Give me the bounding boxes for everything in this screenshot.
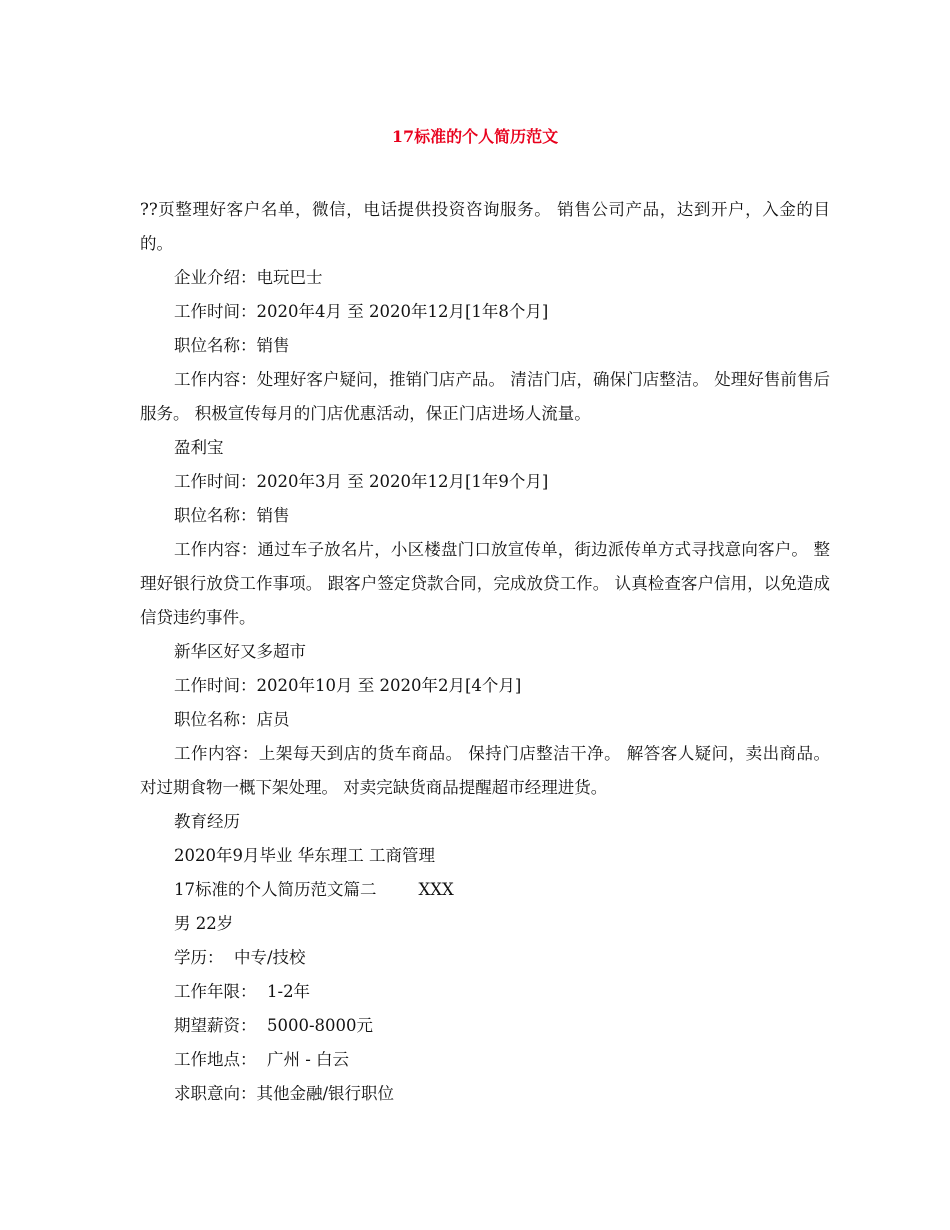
paragraph-education-level: 学历： 中专/技校 — [174, 948, 306, 967]
paragraph-duties-3: 工作内容：上架每天到店的货车商品。 保持门店整洁干净。 解答客人疑问，卖出商品。 对过期食物一概下架处理。 对卖完缺货商品提醒超市经理进货。 — [140, 744, 830, 797]
paragraph-job-intention: 求职意向：其他金融/银行职位 — [174, 1084, 395, 1103]
paragraph-work-time-3: 工作时间：2020年10月 至 2020年2月[4个月] — [174, 676, 522, 695]
document-title: 17标准的个人简历范文 — [391, 127, 559, 146]
document-body — [140, 193, 830, 1111]
paragraph-intro: ??页整理好客户名单，微信，电话提供投资咨询服务。 销售公司产品，达到开户，入金的目的。 — [140, 200, 830, 253]
paragraph-work-years: 工作年限： 1-2年 — [174, 982, 311, 1001]
paragraph-position-2: 职位名称：销售 — [174, 506, 290, 525]
paragraph-education-entry: 2020年9月毕业 华东理工 工商管理 — [174, 846, 435, 865]
paragraph-company-3: 新华区好又多超市 — [174, 642, 306, 661]
paragraph-resume-two-heading: 17标准的个人简历范文篇二 XXX — [174, 880, 454, 899]
paragraph-education-heading: 教育经历 — [174, 812, 240, 831]
paragraph-company-2: 盈利宝 — [174, 438, 224, 457]
paragraph-expected-salary: 期望薪资： 5000-8000元 — [174, 1016, 374, 1035]
paragraph-work-time-2: 工作时间：2020年3月 至 2020年12月[1年9个月] — [174, 472, 549, 491]
paragraph-duties-2: 工作内容：通过车子放名片，小区楼盘门口放宣传单，街边派传单方式寻找意向客户。 整理好银行放贷工作事项。 跟客户签定贷款合同，完成放贷工作。 认真检查客户信用，以免造成信贷违约事件。 — [140, 540, 830, 627]
paragraph-position-3: 职位名称：店员 — [174, 710, 290, 729]
paragraph-work-time-1: 工作时间：2020年4月 至 2020年12月[1年8个月] — [174, 302, 549, 321]
paragraph-position-1: 职位名称：销售 — [174, 336, 290, 355]
paragraph-work-location: 工作地点： 广州 - 白云 — [174, 1050, 350, 1069]
paragraph-gender-age: 男 22岁 — [174, 914, 234, 933]
paragraph-company-1: 企业介绍：电玩巴士 — [174, 268, 323, 287]
paragraph-duties-1: 工作内容：处理好客户疑问，推销门店产品。 清洁门店，确保门店整洁。 处理好售前售后服务。 积极宣传每月的门店优惠活动，保正门店进场人流量。 — [140, 370, 830, 423]
